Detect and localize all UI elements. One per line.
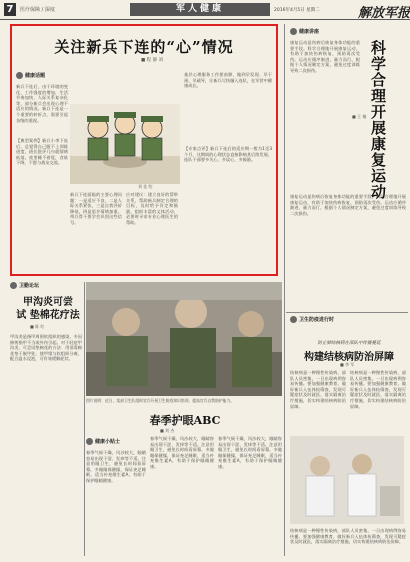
right-lower-text-col1: 结核病是一种慢性传染病，部队人员密集，一旦出现病例容易传播。要加强健康教育，做好新兵入伍体检筛查，发现可疑症状及时就医，落实隔离治疗措施，切实构建结核病防治屏障。 bbox=[290, 370, 346, 409]
right-column-byline: ■ 王 楠 bbox=[352, 114, 367, 119]
feature-text-col2: 新兵下连面临的主要心理问题：一是适应不良，二是人际关系紧张，三是自我评价降低，四是思乡情绪加重。带兵骨干要学会识别这些信号。 bbox=[70, 192, 122, 225]
center-article-label-text: 健康小贴士 bbox=[95, 439, 121, 445]
middle-left-text: 甲沟炎是指甲周围软组织的感染，多因修剪指甲不当或外伤引起。对于轻症甲沟炎，可尝试垫棉花的方法：用消毒棉花垫于嵌甲处，使甲缘与软组织分离，配合温水浸泡，可有效缓解症状。 bbox=[10, 334, 82, 362]
soldiers-cartoon-icon bbox=[70, 104, 180, 184]
right-lower-text-bottom: 结核病是一种慢性传染病，部队人员密集，一旦出现病例容易传播。要加强健康教育，做好新兵入伍体检筛查，发现可疑症状及时就医，落实隔离治疗措施，切实构建结核病防治屏障。 bbox=[290, 528, 406, 545]
middle-left-byline: ■ 陈 红 bbox=[30, 324, 45, 329]
center-article-label bbox=[86, 438, 120, 445]
right-lower-photo bbox=[290, 436, 404, 524]
right-lower-label-text: 卫生防疫进行时 bbox=[299, 317, 335, 323]
cartoon-caption: 刘 佳 绘 bbox=[138, 184, 153, 189]
cartoon-illustration bbox=[70, 104, 180, 184]
bullet-icon bbox=[290, 316, 297, 323]
bullet-icon bbox=[10, 282, 17, 289]
center-article-title: 春季护眼ABC bbox=[149, 414, 221, 427]
right-lower-label bbox=[290, 316, 334, 323]
feature-byline: ■ 程 静 刘 bbox=[140, 58, 164, 63]
feature-text-col3: 应对建议：建立良好的帮带关系，帮助新兵制定合理的目标，及时给予肯定和鼓励，组织丰富的文体活动，必要时寻求专业心理医生的帮助。 bbox=[126, 192, 178, 225]
middle-left-label-text: 卫勤论坛 bbox=[19, 283, 40, 289]
feature-column-label bbox=[16, 72, 45, 79]
feature-text-col1: 新兵下连后，由于环境的变化，工作强度的增加，生活节奏加快，人际关系复杂化等，部分新兵会出现心理不适应的情况。新兵下连是一个重要的转折点，需要引起各级的重视。 bbox=[16, 84, 68, 123]
right-column-title: 科学合理开展康复运动 bbox=[369, 40, 387, 200]
feature-text-col4b: 【专家点评】新兵下连后的适应期一般为1至3个月，这期间的心理状态直接影响其后续发展。连队干部要多关心、多谈心、多鼓励。 bbox=[184, 146, 272, 163]
right-lower-title: 构建结核病防治屏障 bbox=[304, 352, 394, 363]
bullet-icon bbox=[16, 72, 23, 79]
masthead bbox=[0, 0, 410, 20]
column-divider bbox=[84, 282, 85, 556]
right-column-label-text: 健康讲座 bbox=[299, 29, 320, 35]
right-lower-kicker: 防止肺结核病在部队中传播蔓延 bbox=[317, 341, 381, 346]
right-column-text: 康复运动是伤病后恢复身体功能的重要手段。科学合理地开展康复运动，有助于加快伤病恢复，预防再次受伤。运动应循序渐进，量力而行，根据个人情况制定方案，避免过度训练导致二次损伤。 bbox=[290, 40, 360, 73]
right-column-label bbox=[290, 28, 319, 35]
bullet-icon bbox=[290, 28, 297, 35]
feature-column-label-text: 健康话题 bbox=[25, 73, 46, 79]
feature-title: 关注新兵下连的“心”情况 bbox=[54, 38, 234, 56]
medical-staff-photo-icon bbox=[290, 436, 404, 524]
middle-left-label bbox=[10, 282, 39, 289]
right-lower-text-col2: 结核病是一种慢性传染病，部队人员密集，一旦出现病例容易传播。要加强健康教育，做好新兵入伍体检筛查，发现可疑症状及时就医，落实隔离治疗措施，切实构建结核病防治屏障。 bbox=[350, 370, 406, 409]
column-divider bbox=[284, 24, 285, 556]
feature-article bbox=[10, 24, 278, 276]
center-article-text-col2: 春季气候干燥，风沙较大，眼睛容易出现干涩、发痒等不适。注意用眼卫生，避免长时间看屏幕，多做眼保健操，保证充足睡眠，适当补充维生素A，有助于保护眼睛健康。 bbox=[150, 436, 214, 469]
center-article-text-col1: 春季气候干燥，风沙较大，眼睛容易出现干涩、发痒等不适。注意用眼卫生，避免长时间看屏幕，多做眼保健操，保证充足睡眠，适当补充维生素A，有助于保护眼睛健康。 bbox=[86, 450, 146, 483]
section-divider bbox=[286, 312, 408, 313]
page-number: 7 bbox=[4, 3, 16, 16]
section-subtitle: 医疗保障 / 深度 bbox=[20, 7, 55, 13]
issue-date: 2016年4月5日 星期二 bbox=[274, 8, 320, 13]
right-lower-byline: ■ 李 军 bbox=[340, 362, 355, 367]
right-column-text-lower: 康复运动是伤病后恢复身体功能的重要手段。科学合理地开展康复运动，有助于加快伤病恢复，预防再次受伤。运动应循序渐进，量力而行，根据个人情况制定方案，避免过度训练导致二次损伤。 bbox=[290, 194, 406, 216]
bullet-icon bbox=[86, 438, 93, 445]
section-title: 军人健康 bbox=[130, 3, 270, 16]
photo-caption: 图片说明：近日，某部卫生队组织官兵开展卫生防疫知识培训，提高官兵自我防护能力。 bbox=[86, 398, 235, 403]
soldiers-training-photo-icon bbox=[86, 282, 282, 396]
feature-text-col1b: 【典型案例】新兵小李下连后，总觉得自己跟不上训练进度，班长批评几句就情绪低落，夜里睡不着觉，食欲下降，不愿与战友交流。 bbox=[16, 138, 68, 166]
center-article-byline: ■ 刘 杰 bbox=[160, 428, 175, 433]
news-photo bbox=[86, 282, 282, 396]
middle-left-title: 甲沟炎可尝试 垫棉花疗法 bbox=[16, 297, 80, 321]
feature-text-col4: 基层心理服务工作要前移，做到早发现、早干预、早疏导，让新兵尽快融入连队，在军营中健康成长。 bbox=[184, 72, 272, 89]
center-article-text-col3: 春季气候干燥，风沙较大，眼睛容易出现干涩、发痒等不适。注意用眼卫生，避免长时间看屏幕，多做眼保健操，保证充足睡眠，适当补充维生素A，有助于保护眼睛健康。 bbox=[218, 436, 282, 469]
newspaper-brand: 解放军报 bbox=[358, 6, 410, 21]
